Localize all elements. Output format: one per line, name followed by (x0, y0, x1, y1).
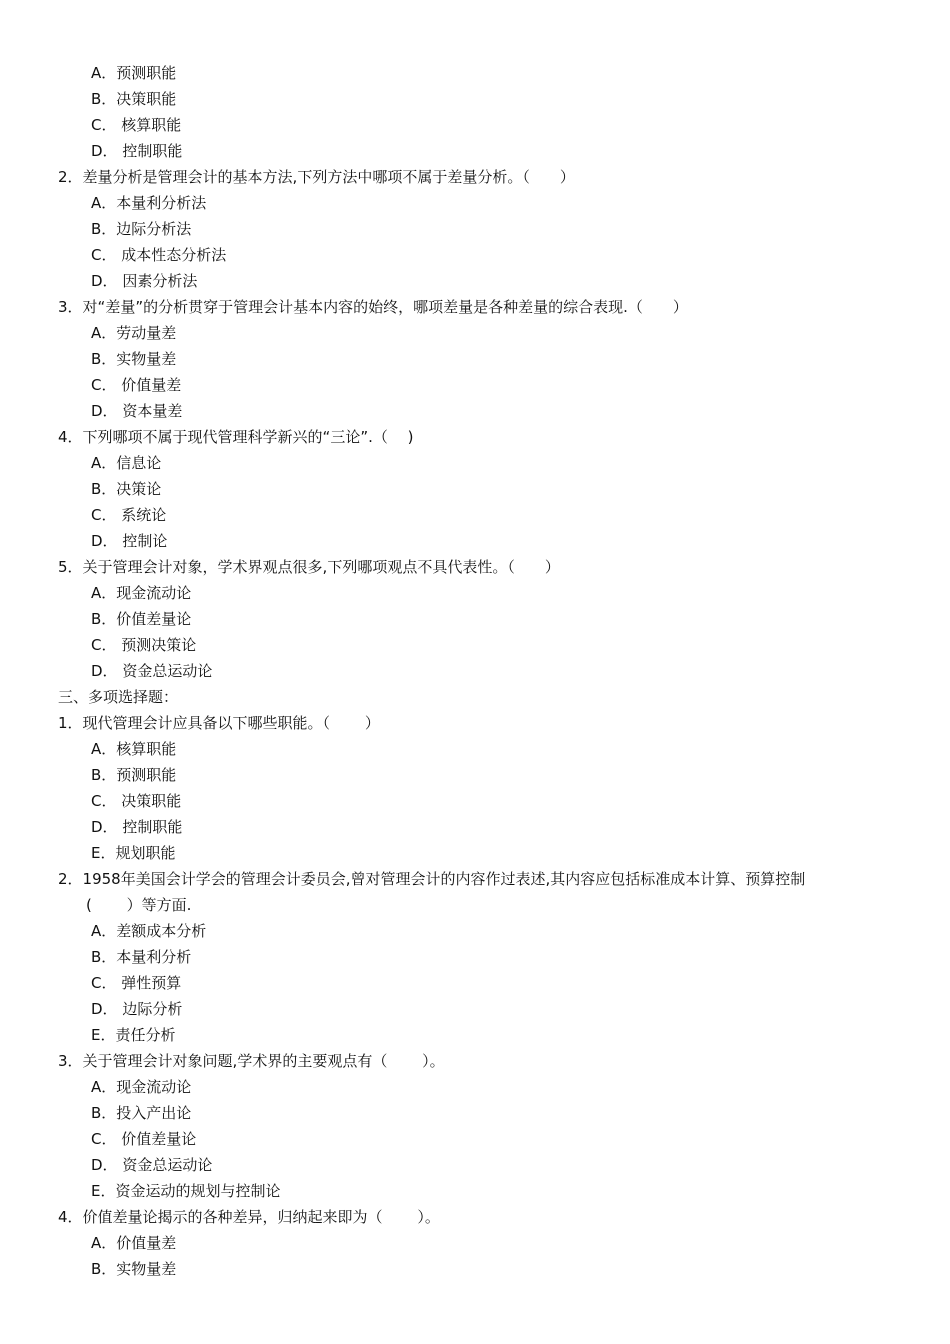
option-text: B．价值差量论 (91, 610, 192, 628)
question-text: 4．下列哪项不属于现代管理科学新兴的“三论”.（ ) (58, 428, 414, 446)
section-heading: 三、多项选择题： (58, 688, 179, 706)
option-text: B．实物量差 (91, 350, 177, 368)
option-text: C． 决策职能 (91, 792, 182, 810)
option-text: C． 系统论 (91, 506, 167, 524)
option-text: D． 因素分析法 (91, 272, 198, 290)
option-text: B．预测职能 (91, 766, 177, 784)
option-text: C． 核算职能 (91, 116, 182, 134)
option-text: A．本量利分析法 (91, 194, 207, 212)
option-text: B．决策职能 (91, 90, 177, 108)
option-text: B．投入产出论 (91, 1104, 192, 1122)
question-text: 4．价值差量论揭示的各种差异，归纳起来即为（ ）。 (58, 1208, 440, 1226)
option-text: D． 控制职能 (91, 142, 183, 160)
option-text: A．劳动量差 (91, 324, 177, 342)
option-text: C． 弹性预算 (91, 974, 182, 992)
option-text: B．实物量差 (91, 1260, 177, 1278)
option-text: D． 资金总运动论 (91, 662, 213, 680)
option-text: C． 预测决策论 (91, 636, 197, 654)
question-text: 3．对“差量”的分析贯穿于管理会计基本内容的始终，哪项差量是各种差量的综合表现.（ ） (58, 298, 688, 316)
option-text: B．本量利分析 (91, 948, 192, 966)
option-text: A．差额成本分析 (91, 922, 207, 940)
option-text: B．边际分析法 (91, 220, 192, 238)
option-text: E．责任分析 (91, 1026, 176, 1044)
option-text: D． 控制论 (91, 532, 168, 550)
option-text: C． 成本性态分析法 (91, 246, 227, 264)
option-text: D． 资本量差 (91, 402, 183, 420)
question-text: 2．差量分析是管理会计的基本方法,下列方法中哪项不属于差量分析。（ ） (58, 168, 575, 186)
option-text: D． 控制职能 (91, 818, 183, 836)
option-text: E．资金运动的规划与控制论 (91, 1182, 281, 1200)
option-text: A．价值量差 (91, 1234, 177, 1252)
option-text: E．规划职能 (91, 844, 176, 862)
option-text: C． 价值量差 (91, 376, 182, 394)
option-text: B．决策论 (91, 480, 162, 498)
option-text: D． 资金总运动论 (91, 1156, 213, 1174)
option-text: A．信息论 (91, 454, 162, 472)
option-text: D． 边际分析 (91, 1000, 183, 1018)
option-text: A．现金流动论 (91, 584, 192, 602)
option-text: A．核算职能 (91, 740, 177, 758)
question-text: 5．关于管理会计对象，学术界观点很多,下列哪项观点不具代表性。（ ） (58, 558, 560, 576)
option-text: C． 价值差量论 (91, 1130, 197, 1148)
option-text: A．预测职能 (91, 64, 177, 82)
question-continuation: ( ）等方面. (86, 896, 192, 914)
question-text: 2．1958年美国会计学会的管理会计委员会,曾对管理会计的内容作过表述,其内容应包括标准成本计算、预算控制 (58, 870, 806, 888)
question-text: 3．关于管理会计对象问题,学术界的主要观点有（ ）。 (58, 1052, 445, 1070)
option-text: A．现金流动论 (91, 1078, 192, 1096)
question-text: 1．现代管理会计应具备以下哪些职能。（ ） (58, 714, 380, 732)
